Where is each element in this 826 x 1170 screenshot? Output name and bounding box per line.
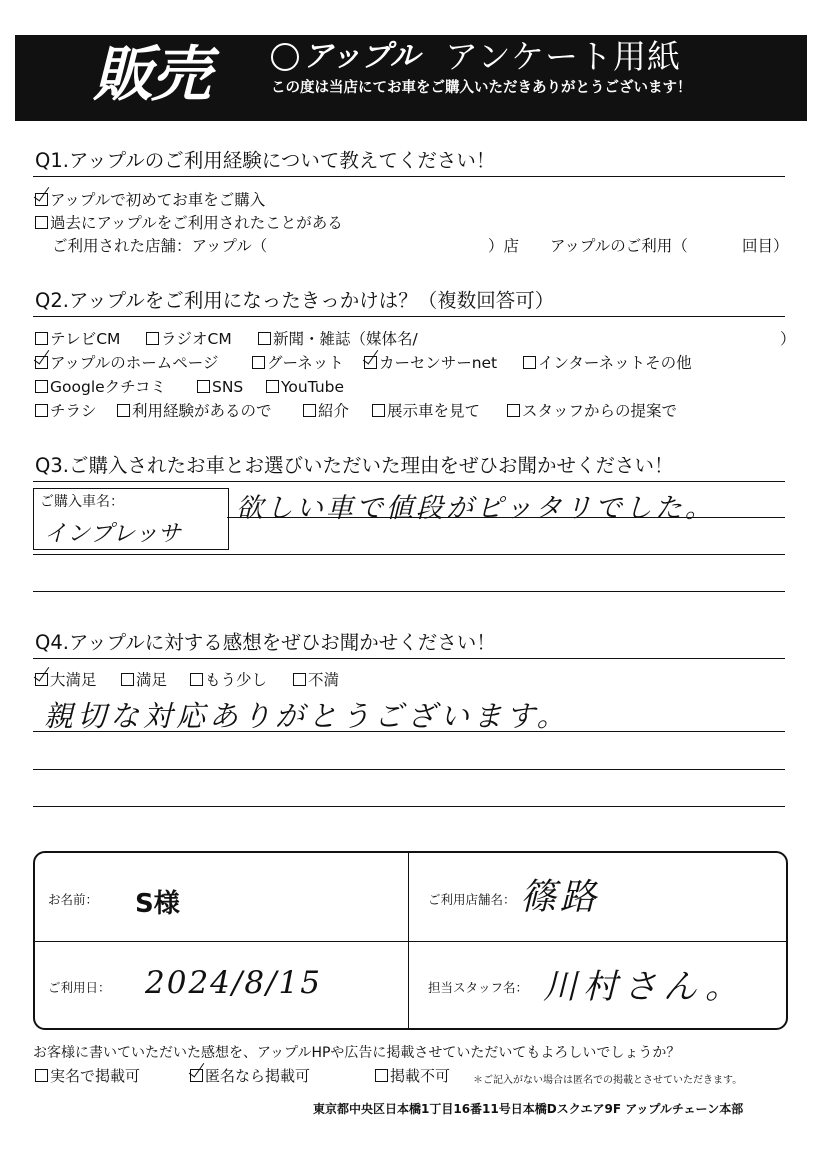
q2-option-newspaper[interactable] — [258, 329, 418, 349]
q2-option-label: ラジオCM — [161, 330, 232, 348]
q1-option-returning[interactable] — [35, 213, 343, 233]
checkbox[interactable] — [190, 673, 203, 686]
staff-label: 担当スタッフ名： — [428, 980, 529, 995]
q4-comment[interactable]: 親切な対応ありがとうございます。 — [44, 699, 570, 733]
checkbox[interactable] — [35, 404, 48, 417]
q4-option-very-satisfied[interactable] — [35, 670, 97, 690]
apple-logo-icon — [271, 43, 299, 71]
checkbox[interactable] — [35, 216, 48, 229]
q2-option-label: SNS — [212, 378, 244, 396]
q2-option-referral[interactable] — [303, 401, 349, 421]
consent-option-label: 掲載不可 — [390, 1067, 451, 1085]
car-name-label: ご購入車名： — [40, 494, 124, 510]
checkbox[interactable] — [293, 673, 306, 686]
date-value[interactable]: 2024/8/15 — [145, 965, 322, 1001]
q3-reason[interactable]: 欲しい車で値段がピッタリでした。 — [236, 493, 715, 524]
q4-option-unsatisfied[interactable] — [293, 670, 339, 690]
q4-option-so-so[interactable] — [190, 670, 267, 690]
q1-count-label: アップルのご利用（ — [550, 237, 688, 255]
checkbox[interactable] — [258, 332, 271, 345]
checkbox[interactable] — [35, 1069, 48, 1082]
q2-option-label: 紹介 — [318, 402, 350, 420]
header-brand: アップル — [303, 39, 420, 74]
checkbox-checked[interactable] — [35, 673, 48, 686]
q2-option-goonet[interactable] — [252, 353, 344, 373]
q1-store-label: ご利用された店舗：アップル（ — [52, 237, 268, 255]
q2-option-label: テレビCM — [50, 330, 121, 348]
q1-option-first[interactable] — [35, 190, 265, 210]
checkbox[interactable] — [197, 380, 210, 393]
header-big-text: 販売 — [93, 40, 209, 110]
q2-option-label: YouTube — [281, 378, 345, 396]
name-label: お名前： — [48, 892, 99, 907]
q2-option-homepage[interactable] — [35, 353, 219, 373]
q1-count-suffix: 回目） — [742, 237, 789, 255]
date-label: ご利用日： — [48, 980, 111, 995]
q2-option-experience[interactable] — [117, 401, 272, 421]
checkbox-checked[interactable] — [35, 193, 48, 206]
q4-option-label: もう少し — [205, 671, 268, 689]
q3-rule — [33, 481, 785, 482]
consent-option-anonymous[interactable] — [190, 1066, 310, 1086]
q2-option-radio[interactable] — [146, 329, 232, 349]
q1-question: Q1.アップルのご利用経験について教えてください！ — [35, 149, 496, 172]
q2-option-label: 新聞・雑誌（媒体名/ — [273, 330, 418, 348]
q4-option-label: 満足 — [136, 671, 168, 689]
q4-question: Q4.アップルに対する感想をぜひお聞かせください！ — [35, 631, 496, 654]
q2-option-label: グーネット — [267, 354, 344, 372]
q2-option-tv[interactable] — [35, 329, 120, 349]
q2-option-label: スタッフからの提案で — [522, 402, 678, 420]
footer-address: 東京都中央区日本橋1丁目16番11号日本橋Dスクエア9F アップルチェーン本部 — [313, 1102, 744, 1116]
q2-question: Q2.アップルをご利用になったきっかけは？（複数回答可） — [35, 289, 555, 312]
q3-question: Q3.ご購入されたお車とお選びいただいた理由をぜひお聞かせください！ — [35, 454, 674, 477]
q2-media-close: ） — [780, 330, 796, 348]
consent-option-label: 実名で掲載可 — [50, 1067, 141, 1085]
consent-option-realname[interactable] — [35, 1066, 140, 1086]
checkbox[interactable] — [146, 332, 159, 345]
q1-option-label: 過去にアップルをご利用されたことがある — [50, 214, 343, 232]
checkbox[interactable] — [121, 673, 134, 686]
checkbox-checked[interactable] — [364, 356, 377, 369]
q4-line-1 — [33, 731, 785, 732]
q2-rule — [33, 316, 785, 317]
checkbox-checked[interactable] — [190, 1069, 203, 1082]
q2-option-google[interactable] — [35, 377, 166, 397]
q2-option-label: カーセンサーnet — [379, 354, 498, 372]
q2-option-label: 展示車を見て — [387, 402, 481, 420]
q2-option-showroom[interactable] — [372, 401, 480, 421]
q2-option-sns[interactable] — [197, 377, 243, 397]
q3-line-2 — [33, 554, 785, 555]
q2-option-youtube[interactable] — [266, 377, 344, 397]
q3-line-1 — [227, 517, 785, 518]
q1-store-suffix: ）店 — [488, 237, 520, 255]
q2-option-flyer[interactable] — [35, 401, 97, 421]
q2-option-carsensor[interactable] — [364, 353, 497, 373]
q4-option-satisfied[interactable] — [121, 670, 167, 690]
checkbox[interactable] — [35, 332, 48, 345]
car-name-box — [33, 488, 229, 550]
q1-option-label: アップルで初めてお車をご購入 — [50, 191, 266, 209]
q2-option-staff[interactable] — [507, 401, 677, 421]
q4-line-3 — [33, 806, 785, 807]
q2-option-label: アップルのホームページ — [50, 354, 219, 372]
q1-rule — [33, 176, 785, 177]
consent-question: お客様に書いていただいた感想を、アップルHPや広告に掲載させていただいてもよろしいでしょうか？ — [33, 1045, 681, 1061]
q4-option-label: 不満 — [308, 671, 340, 689]
header-title: アンケート用紙 — [445, 37, 682, 76]
q2-option-label: チラシ — [50, 402, 97, 420]
store-value[interactable]: 篠路 — [520, 877, 601, 918]
header-subtitle: この度は当店にてお車をご購入いただきありがとうございます！ — [271, 80, 692, 96]
q4-option-label: 大満足 — [50, 671, 97, 689]
q2-option-label: インターネットその他 — [538, 354, 692, 372]
checkbox[interactable] — [372, 404, 385, 417]
checkbox-checked[interactable] — [35, 356, 48, 369]
checkbox[interactable] — [375, 1069, 388, 1082]
store-label: ご利用店舗名： — [428, 892, 516, 907]
checkbox[interactable] — [266, 380, 279, 393]
consent-option-no[interactable] — [375, 1066, 450, 1086]
name-value[interactable]: S様 — [135, 889, 180, 919]
customer-info-box — [33, 851, 788, 1030]
q2-option-label: 利用経験があるので — [132, 402, 272, 420]
checkbox[interactable] — [252, 356, 265, 369]
checkbox[interactable] — [507, 404, 520, 417]
checkbox[interactable] — [303, 404, 316, 417]
car-name-value[interactable]: インプレッサ — [44, 521, 181, 547]
consent-note: ＊ご記入がない場合は匿名での掲載とさせていただきます。 — [473, 1075, 743, 1086]
q2-option-internet-other[interactable] — [523, 353, 692, 373]
q2-option-label: Googleクチコミ — [50, 378, 167, 396]
header-banner — [15, 35, 807, 121]
staff-value[interactable]: 川村さん。 — [543, 967, 746, 1007]
consent-option-label: 匿名なら掲載可 — [205, 1067, 311, 1085]
checkbox[interactable] — [35, 380, 48, 393]
q3-line-3 — [33, 591, 785, 592]
checkbox[interactable] — [117, 404, 130, 417]
info-divider-horizontal — [35, 941, 786, 942]
checkbox[interactable] — [523, 356, 536, 369]
q4-line-2 — [33, 769, 785, 770]
q4-rule — [33, 658, 785, 659]
